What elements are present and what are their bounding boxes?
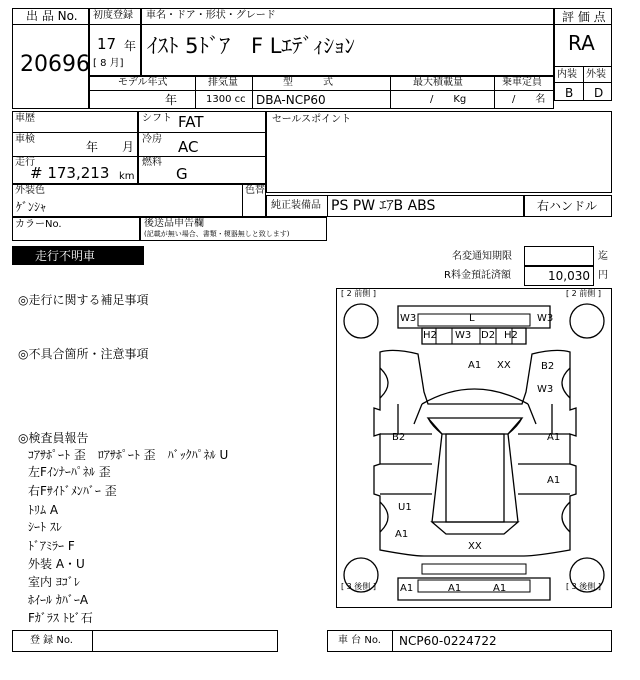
defects-heading: ◎不具合箇所・注意事項 [18,347,149,361]
max-load: / Kg [430,94,467,105]
mark-a1-right-1: A1 [547,432,561,443]
report-line: ｼｰﾄ ｽﾚ [28,520,62,534]
mark-d2: D2 [481,330,496,341]
model-year-unit: 年 [165,93,178,107]
handle-position: 右ハンドル [537,199,598,213]
mark-w3-front: W3 [537,384,554,395]
mark-xx-hood: XX [497,360,511,371]
ac-value: AC [178,138,199,156]
shift-label: シフト [142,113,172,124]
chassis-number: NCP60-0224722 [399,634,497,648]
body-color: ｹﾞﾝｼｬ [16,200,47,214]
fuel-value: G [176,165,188,183]
equipment-label: 純正装備品 [271,200,321,211]
mileage-unit: km [119,171,135,182]
aftermarket-note: (記載が無い場合、書類・榎器無しと致します) [144,230,290,238]
mileage-label: 走行 [15,157,35,168]
mark-w3-left: W3 [400,313,417,324]
first-registration-label: 初度登録 [93,10,133,21]
report-line: ﾄﾘﾑ A [28,503,59,517]
mileage: # 173,213 [30,164,110,182]
mark-h2-left: H2 [423,330,437,341]
report-line: 外装 A・U [28,557,85,571]
model-year-label: モデル年式 [118,77,168,88]
report-line: ﾄﾞｱﾐﾗｰ F [28,539,75,553]
interior-score: B [565,86,574,100]
aftermarket-label: 後送品申告欄 [144,218,204,229]
car-name: ｲｽﾄ 5ﾄﾞｱ F Lｴﾃﾞｨｼｮﾝ [147,34,355,58]
model-type: DBA-NCP60 [256,93,326,107]
report-line: 室内 ﾖｺﾞﾚ [28,575,80,589]
fuel-label: 燃料 [142,157,162,168]
mark-a1-hood: A1 [468,360,482,371]
mark-w3-right: W3 [537,313,554,324]
recycle-value: 10,030 [548,269,590,283]
chassis-number-label: 車 台 No. [338,635,381,646]
recycle-unit: 円 [598,270,608,281]
lot-number: 20696 [20,52,90,77]
name-change-field [524,246,594,266]
equipment: PS PW ｴｱB ABS [331,198,436,214]
lot-number-label: 出 品 No. [26,9,78,23]
car-name-label: 車名・ドア・形状・グレード [146,10,276,21]
report-line: ﾎｲｰﾙ ｶﾊﾞｰA [28,593,89,607]
history-label: 車歴 [15,113,35,124]
mark-a1-bumper-2: A1 [448,583,462,594]
type-label: 型 式 [283,77,333,88]
color-number-label: カラーNo. [15,219,62,230]
capacity-label: 乗車定員 [502,77,542,88]
mark-a1-right-2: A1 [547,475,561,486]
mark-a1-bumper-3: A1 [493,583,507,594]
tag-front-left: [ 2 前側 ] [341,289,376,298]
tag-front-right: [ 2 前側 ] [566,289,601,298]
mark-a1-left: A1 [395,529,409,540]
report-line: 右Fｻｲﾄﾞﾒﾝﾊﾞｰ 歪 [28,484,117,498]
registration-number-label: 登 録 No. [30,635,73,646]
color-change-label: 色替 [245,185,265,196]
registration-year: 17 [97,35,117,53]
exterior-label: 外装 [586,69,606,80]
mark-b2-left: B2 [392,432,406,443]
mileage-notes-heading: ◎走行に関する補足事項 [18,293,149,307]
name-change-unit: 迄 [598,251,608,262]
mark-w3-mid: W3 [455,330,472,341]
mileage-unknown-badge: 走行不明車 [12,246,144,265]
inspector-heading: ◎検査員報告 [18,431,89,445]
mark-b2-front: B2 [541,361,555,372]
evaluation-score: RA [568,31,595,55]
shift-value: FAT [178,113,204,131]
evaluation-label: 評 価 点 [562,10,606,24]
color-label: 外装色 [15,185,45,196]
mark-h2-right: H2 [504,330,518,341]
mark-u1: U1 [398,502,412,513]
color-box [12,184,266,217]
tag-rear-left: [ 3 後側 ] [341,582,376,591]
report-line: Fｶﾞﾗｽ ﾄﾋﾞ石 [28,611,93,625]
report-line: 左Fｲﾝﾅｰﾊﾟﾈﾙ 歪 [28,465,111,479]
recycle-label: R料金預託済額 [444,270,511,281]
registration-year-unit: 年 [124,39,137,53]
displacement-label: 排気量 [208,77,238,88]
interior-label: 内装 [557,69,577,80]
exterior-score: D [594,86,604,100]
registration-month: [ 8 月] [93,58,124,69]
mark-a1-bumper-1: A1 [400,583,414,594]
inspection-label: 車検 [15,134,35,145]
capacity: / 名 [512,94,546,105]
mark-l: L [469,313,475,324]
sales-point-label: セールスポイント [272,114,352,125]
car-outline-diagram [336,288,612,608]
inspection-value: 年 月 [86,140,135,154]
tag-rear-right: [ 3 後側 ] [566,582,601,591]
mark-xx-rear: XX [468,541,482,552]
displacement: 1300 cc [206,94,246,105]
name-change-label: 名変通知期限 [452,251,512,262]
ac-label: 冷房 [142,134,162,145]
max-load-label: 最大積載量 [413,77,463,88]
report-line: ｺｱｻﾎﾟｰﾄ 歪 ﾛｱｻﾎﾟｰﾄ 歪 ﾊﾞｯｸﾊﾟﾈﾙ U [28,448,229,462]
